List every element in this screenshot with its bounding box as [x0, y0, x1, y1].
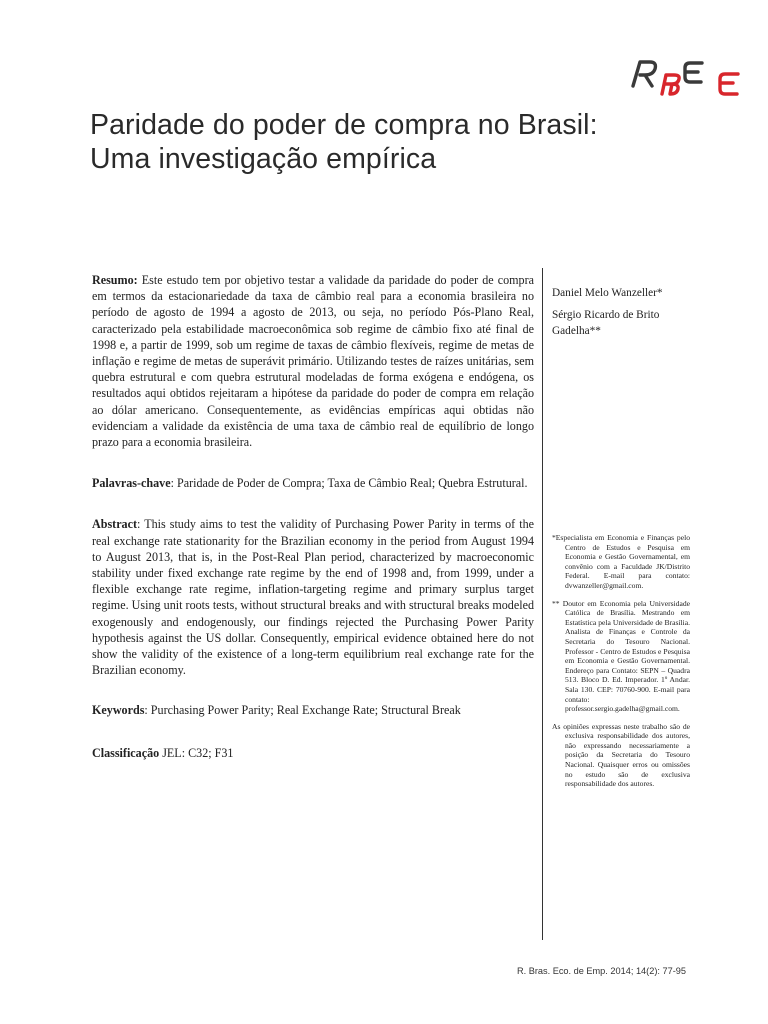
keywords-paragraph	[92, 702, 534, 718]
journal-logo	[630, 58, 742, 98]
abstract-text: : This study aims to test the validity of Purchasing Power Parity in terms of the real exchange rate stationarity for the Brazilian economy in the period from August 1994 to August 2013, that is, in the Post-Real Plan period, characterized by macroeconomic stability under fixed exchange rate regime by the end of 1998 and, from 1999, under a flexible exchange rate regime, inflation-targeting regime and primary surplus target regime. Using unit roots tests, without structural breaks and with structural breaks modeled exogenously and endogenously, our findings rejected the Purchasing Power Parity hypothesis against the US dollar. Consequently, empirical evidence obtained here do not show the validity of the existence of a long-term equilibrium real exchange rate for the Brazilian economy.	[92, 517, 534, 678]
column-divider	[542, 268, 543, 940]
resumo-paragraph	[92, 272, 534, 450]
classificacao-text: JEL: C32; F31	[159, 745, 234, 760]
citation-footer: R. Bras. Eco. de Emp. 2014; 14(2): 77-95	[516, 966, 686, 976]
classificacao-paragraph	[92, 745, 534, 761]
author-2-line-1: Sérgio Ricardo de Brito	[552, 308, 660, 321]
abstract-label: Abstract	[92, 517, 138, 532]
note-1: *Especialista em Economia e Finanças pelo Centro de Estudos e Pesquisa em Economia e Gestão Governamental, em convênio com a Faculdade JK/Distrito Federal. E-mail para contato: dvwanzeller@gmail.com.	[552, 533, 690, 590]
article-title	[90, 108, 650, 176]
note-2: ** Doutor em Economia pela Universidade Católica de Brasília. Mestrando em Estatística pela Universidade de Brasília. Analista de Finanças e Controle da Secretaria do Tesouro Nacional. Professor - Centro de Estudos e Pesquisa em Economia e Gestão Governamental. Endereço para Contato: SEPN – Quadra 513. Bloco D. Ed. Imperador. 1º Andar. Sala 130. CEP: 70760-900. E-mail para contato: professor.sergio.gadelha@gmail.com.	[552, 598, 690, 714]
title-line-2: Uma investigação empírica	[90, 143, 437, 175]
note-3: As opiniões expressas neste trabalho são de exclusiva responsabilidade dos autores, não expressando necessariamente a posição da Secretaria do Tesouro Nacional. Quaisquer erros ou omissões no estudo são de exclusiva responsabilidade dos autores.	[552, 721, 690, 789]
palavras-chave-paragraph	[92, 475, 534, 491]
abstract-paragraph	[92, 516, 534, 678]
resumo-label: Resumo:	[92, 273, 138, 287]
authors-block	[552, 285, 692, 340]
keywords-label: Keywords	[92, 703, 145, 718]
resumo-text: Este estudo tem por objetivo testar a validade da paridade do poder de compra em termos da estacionariedade da taxa de câmbio real para a economia brasileira no período de agosto de 1994 a agosto de 2013, ou seja, no período Pós-Plano Real, caracterizado pela estabilidade macroeconômica sob regime de câmbio fixo até final de 1998 e, a partir de 1999, sob um regime de taxas de câmbio flexíveis, regime de metas de inflação e regime de metas de superávit primário. Utilizando testes de raízes unitárias, sem quebra estrutural e com quebra estrutural modeladas de forma exógena e endógena, os resultados aqui obtidos rejeitaram a hipótese da paridade do poder de compra em relação ao dólar americano. Consequentemente, as evidências empíricas aqui obtidas não evidenciam a validade da existência de uma taxa de câmbio real de equilíbrio de longo prazo para a economia brasileira.	[92, 273, 535, 450]
author-1: Daniel Melo Wanzeller*	[552, 287, 663, 299]
title-line-1: Paridade do poder de compra no Brasil:	[90, 109, 598, 141]
author-notes	[552, 533, 690, 797]
palavras-chave-text: : Paridade de Poder de Compra; Taxa de Câmbio Real; Quebra Estrutural.	[170, 476, 528, 491]
palavras-chave-label: Palavras-chave	[92, 476, 171, 491]
keywords-text: : Purchasing Power Parity; Real Exchange Rate; Structural Break	[144, 703, 461, 718]
main-column	[92, 272, 534, 761]
author-2-line-2: Gadelha**	[552, 325, 601, 337]
classificacao-label: Classificação	[92, 745, 160, 760]
